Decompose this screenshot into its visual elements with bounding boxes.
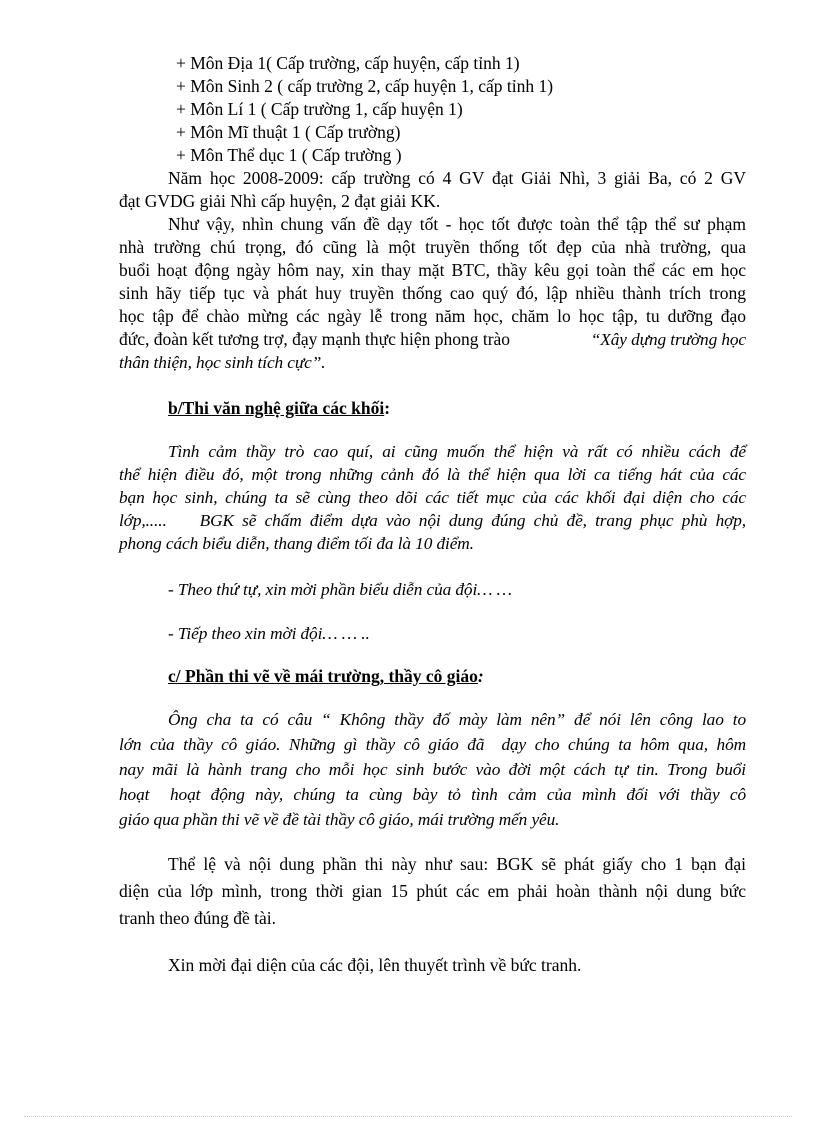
section-b-heading [168,397,746,420]
section-b-line-5: phong cách biểu diễn, thang điểm tối đa là 10 điểm. [119,534,474,553]
summary-line-6-plain: đức, đoàn kết tương trợ, đạy mạnh thực hiện phong trào [119,329,515,349]
bullet-geography: + Môn Địa 1( Cấp trường, cấp huyện, cấp tỉnh 1) [176,53,520,73]
bullet-physical-education: + Môn Thể dục 1 ( Cấp trường ) [176,145,402,165]
section-b-colon: : [384,398,391,418]
summary-line-6 [119,328,746,351]
section-b-call-2: - Tiếp theo xin mời đội… … .. [168,624,370,643]
summary-line-4: sinh hãy tiếp tục và phát huy truyền thống cao quý đó, lập nhiều thành trích trong [119,283,746,303]
campaign-name-part-1: “Xây dựng trường học [590,330,746,349]
section-b-line-3: bạn học sinh, chúng ta sẽ cùng theo dõi các tiết mục của các khối đại diện cho các [119,488,746,507]
bullet-fine-arts: + Môn Mĩ thuật 1 ( Cấp trường) [176,122,401,142]
bullet-physics: + Môn Lí 1 ( Cấp trường 1, cấp huyện 1) [176,99,463,119]
closing-line: Xin mời đại diện của các đội, lên thuyết trình về bức tranh. [168,955,582,975]
section-c-line-5: giáo qua phần thi vẽ về đề tài thầy cô giáo, mái trường mến yêu. [119,810,560,829]
section-b-call-1: - Theo thứ tự, xin mời phần biểu diễn của đội… … [168,580,512,599]
section-c-line-1: Ông cha ta có câu “ Không thầy đố mày làm nên” để nói lên công lao to [168,710,746,729]
year-paragraph-line-2: đạt GVDG giải Nhì cấp huyện, 2 đạt giải KK. [119,191,441,211]
section-c-colon: : [477,666,484,686]
section-b-line-4: lớp,..... BGK sẽ chấm điểm dựa vào nội dung đúng chủ đề, trang phục phù hợp, [119,511,746,530]
section-c-line-3: nay mãi là hành trang cho mỗi học sinh bước vào đời một cách tự tin. Trong buổi [119,760,746,779]
section-b-line-2: thể hiện điều đó, một trong những cảnh đó là thể hiện qua lời ca tiếng hát của các [119,465,746,484]
section-c-line-4: hoạt hoạt động này, chúng ta cùng bày tỏ tình cảm của mình đối với thầy cô [119,785,746,804]
section-c-heading [168,665,746,688]
summary-line-5: học tập để chào mừng các ngày lễ trong năm học, chăm lo học tập, tu dưỡng đạo [119,306,746,326]
section-b-line-1: Tình cảm thầy trò cao quí, ai cũng muốn thể hiện và rất có nhiều cách để [168,442,746,461]
section-b-title: b/Thi văn nghệ giữa các khối [168,398,385,418]
year-paragraph-line-1: Năm học 2008-2009: cấp trường có 4 GV đạt Giải Nhì, 3 giải Ba, có 2 GV [168,168,746,188]
rules-line-2: diện của lớp mình, trong thời gian 15 phút các em phải hoàn thành nội dung bức [119,881,746,901]
page-bottom-divider [24,1116,792,1117]
section-c-title: c/ Phần thi vẽ về mái trường, thầy cô giáo [168,666,478,686]
campaign-name-part-2: thân thiện, học sinh tích cực”. [119,353,326,372]
summary-line-1: Như vậy, nhìn chung vấn đề dạy tốt - học tốt được toàn thể tập thể sư phạm [168,214,746,234]
rules-line-3: tranh theo đúng đề tài. [119,908,276,928]
summary-line-3: buổi hoạt động ngày hôm nay, xin thay mặt BTC, thầy kêu gọi toàn thể các em học [119,260,746,280]
section-c-line-2: lớn của thầy cô giáo. Những gì thầy cô giáo đã dạy cho chúng ta hôm qua, hôm [119,735,746,754]
summary-line-2: nhà trường chú trọng, đó cũng là một truyền thống tốt đẹp của nhà trường, qua [119,237,746,257]
rules-line-1: Thể lệ và nội dung phần thi này như sau: BGK sẽ phát giấy cho 1 bạn đại [168,854,746,874]
bullet-biology: + Môn Sinh 2 ( cấp trường 2, cấp huyện 1, cấp tỉnh 1) [176,76,554,96]
